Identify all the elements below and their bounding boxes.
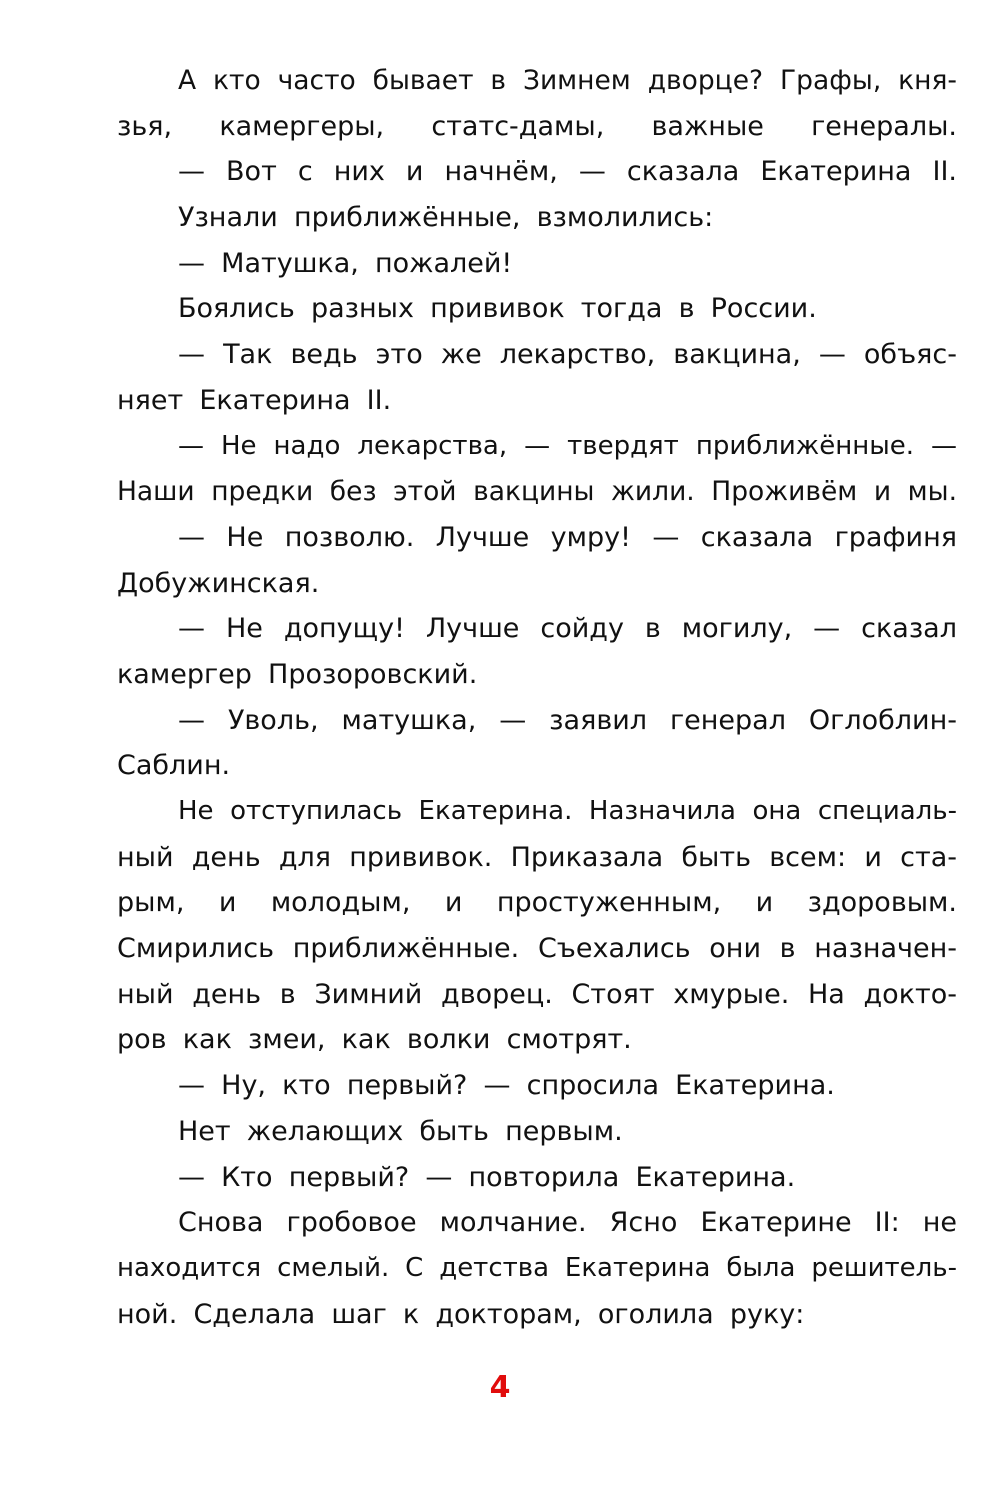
- text-line: камергер Прозоровский.: [117, 658, 478, 690]
- text-line: няет Екатерина II.: [117, 384, 392, 416]
- text-line: находится смелый. С детства Екатерина была решитель-: [117, 1252, 957, 1283]
- text-line: ров как змеи, как волки смотрят.: [117, 1024, 632, 1056]
- text-line: Нет желающих быть первым.: [178, 1115, 623, 1147]
- text-line: рым, и молодым, и простуженным, и здоровым.: [117, 887, 957, 919]
- text-line: — Вот с них и начнём, — сказала Екатерина II.: [178, 156, 957, 188]
- page-body: [117, 58, 957, 1337]
- text-line: — Уволь, матушка, — заявил генерал Оглоблин-: [178, 704, 957, 736]
- text-line: А кто часто бывает в Зимнем дворце? Графы, кня-: [178, 65, 957, 96]
- text-line: Наши предки без этой вакцины жили. Проживём и мы.: [117, 476, 957, 508]
- page-number: 4: [489, 1370, 511, 1405]
- text-line: ной. Сделала шаг к докторам, оголила руку:: [117, 1298, 805, 1330]
- text-line: Смирились приближённые. Съехались они в назначен-: [117, 933, 957, 965]
- text-line: — Матушка, пожалей!: [178, 247, 513, 279]
- text-line: — Ну, кто первый? — спросила Екатерина.: [178, 1070, 835, 1102]
- text-line: — Не допущу! Лучше сойду в могилу, — сказал: [178, 613, 957, 645]
- text-line: — Так ведь это же лекарство, вакцина, — объяс-: [178, 339, 957, 371]
- text-line: Снова гробовое молчание. Ясно Екатерине II: не: [178, 1207, 957, 1239]
- text-line: Узнали приближённые, взмолились:: [178, 202, 714, 234]
- text-line: — Кто первый? — повторила Екатерина.: [178, 1161, 796, 1193]
- text-line: ный день для прививок. Приказала быть всем: и ста-: [117, 841, 957, 873]
- text-line: — Не надо лекарства, — твердят приближённые. —: [178, 430, 957, 461]
- text-line: ный день в Зимний дворец. Стоят хмурые. На докто-: [117, 978, 957, 1010]
- text-line: зья, камергеры, статс-дамы, важные генералы.: [117, 110, 957, 142]
- text-line: Не отступилась Екатерина. Назначила она специаль-: [178, 796, 957, 826]
- text-line: Боялись разных прививок тогда в России.: [178, 293, 817, 325]
- text-line: Саблин.: [117, 750, 231, 782]
- text-line: Добужинская.: [117, 567, 320, 599]
- text-line: — Не позволю. Лучше умру! — сказала графиня: [178, 521, 957, 553]
